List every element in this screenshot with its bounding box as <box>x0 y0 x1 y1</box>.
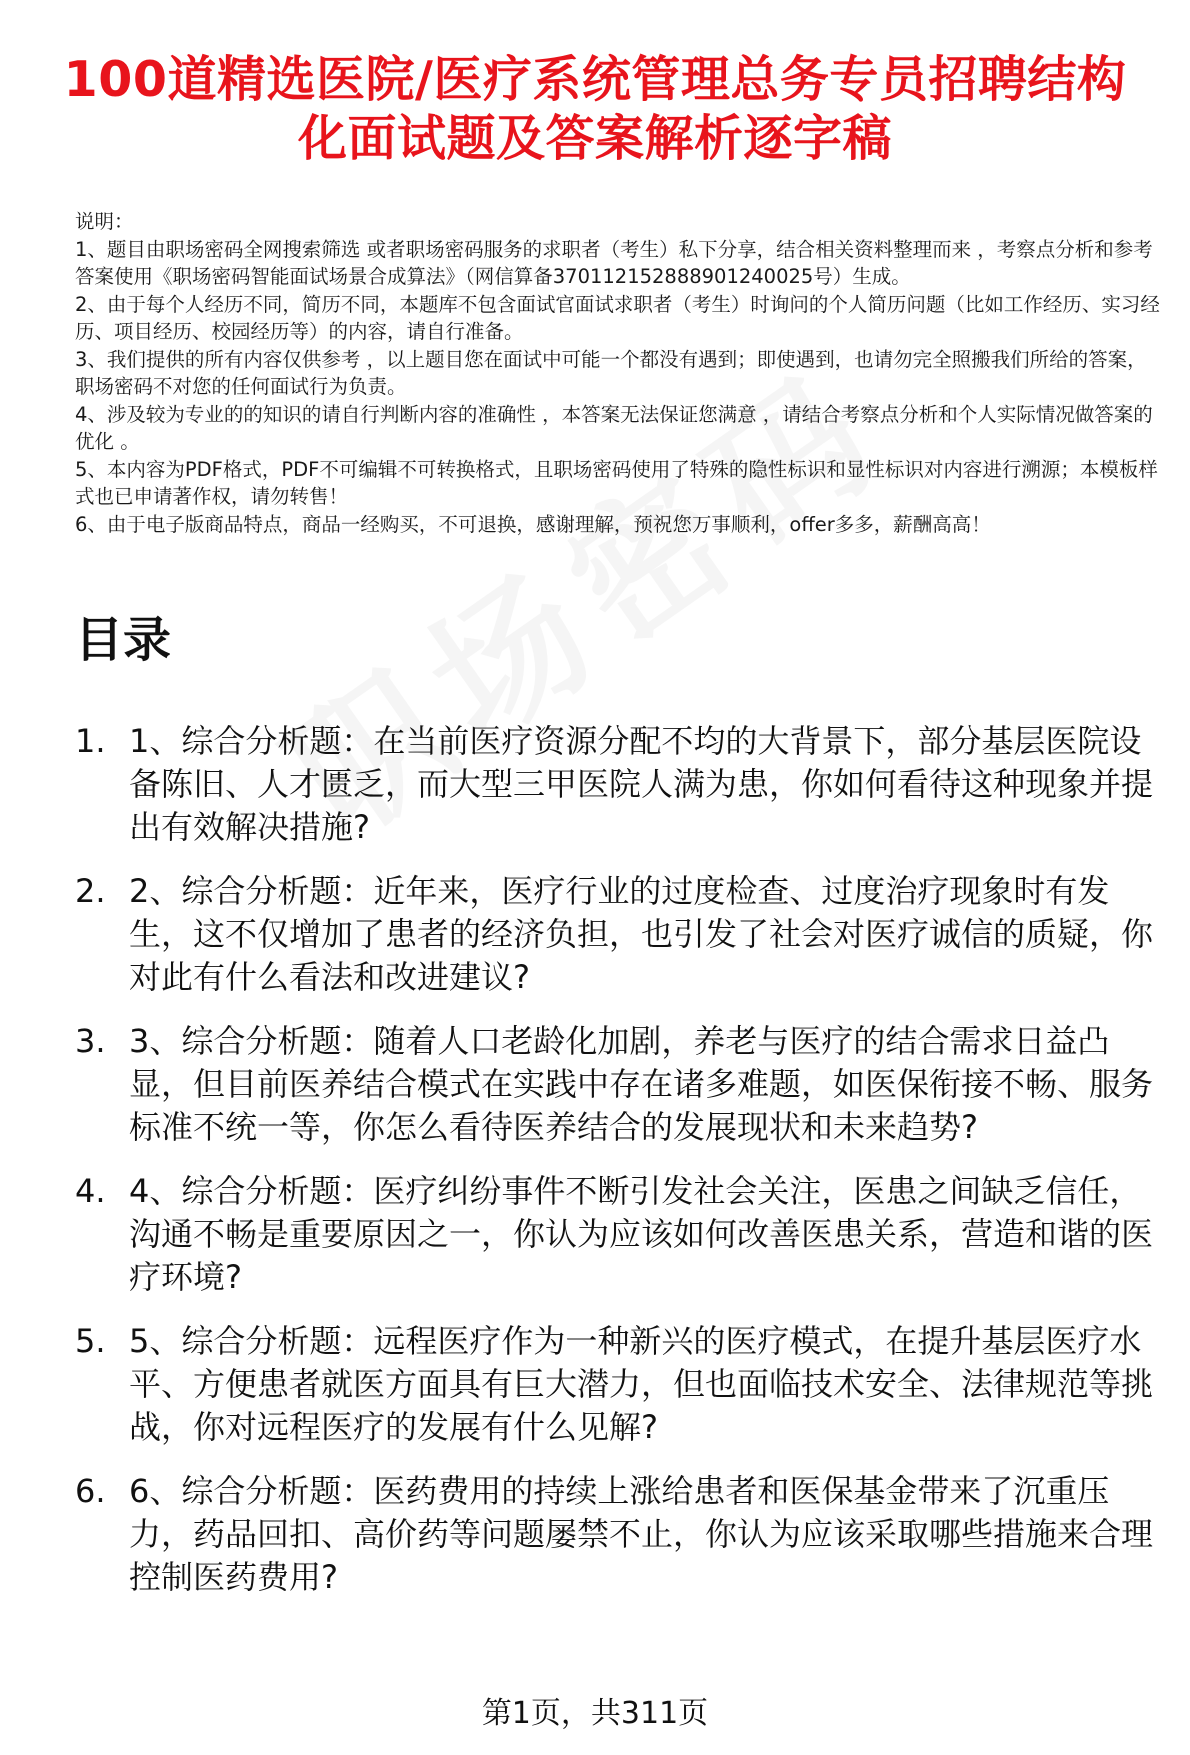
toc-item-text[interactable]: 6、综合分析题：医药费用的持续上涨给患者和医保基金带来了沉重压力，药品回扣、高价药等问题屡禁不止，你认为应该采取哪些措施来合理控制医药费用? <box>129 1472 1154 1596</box>
toc-item[interactable] <box>75 1170 1165 1299</box>
toc-item-number: 4. <box>75 1172 106 1210</box>
toc-item-text[interactable]: 3、综合分析题：随着人口老龄化加剧，养老与医疗的结合需求日益凸显，但目前医养结合模式在实践中存在诸多难题，如医保衔接不畅、服务标准不统一等，你怎么看待医养结合的发展现状和未来趋势? <box>129 1022 1154 1146</box>
note-item: 6、由于电子版商品特点，商品一经购买，不可退换，感谢理解，预祝您万事顺利，offer多多，薪酬高高！ <box>75 512 991 536</box>
toc-item-number: 3. <box>75 1022 106 1060</box>
notes-heading: 说明： <box>75 210 134 233</box>
note-item: 5、本内容为PDF格式，PDF不可编辑不可转换格式，且职场密码使用了特殊的隐性标识和显性标识对内容进行溯源；本模板样式也已申请著作权，请勿转售！ <box>75 457 1158 508</box>
toc-item[interactable] <box>75 870 1165 999</box>
toc-item[interactable] <box>75 1320 1165 1449</box>
note-item: 4、涉及较为专业的的知识的请自行判断内容的准确性 ，本答案无法保证您满意 ，请结合考察点分析和个人实际情况做答案的优化 。 <box>75 402 1153 453</box>
toc-item-text[interactable]: 5、综合分析题：远程医疗作为一种新兴的医疗模式，在提升基层医疗水平、方便患者就医方面具有巨大潜力，但也面临技术安全、法律规范等挑战，你对远程医疗的发展有什么见解? <box>129 1322 1154 1446</box>
note-item: 2、由于每个人经历不同，简历不同，本题库不包含面试官面试求职者（考生）时询问的个人简历问题（比如工作经历、实习经历、项目经历、校园经历等）的内容，请自行准备。 <box>75 292 1160 343</box>
notes-section <box>75 208 1165 538</box>
toc-item-text[interactable]: 4、综合分析题：医疗纠纷事件不断引发社会关注，医患之间缺乏信任，沟通不畅是重要原因之一，你认为应该如何改善医患关系，营造和谐的医疗环境? <box>129 1172 1154 1296</box>
toc-item[interactable] <box>75 1470 1165 1599</box>
note-item: 3、我们提供的所有内容仅供参考 ，以上题目您在面试中可能一个都没有遇到；即使遇到，也请勿完全照搬我们所给的答案，职场密码不对您的任何面试行为负责。 <box>75 347 1147 398</box>
toc-item-number: 2. <box>75 872 106 910</box>
toc-item[interactable] <box>75 1020 1165 1149</box>
toc-item-number: 1. <box>75 722 106 760</box>
note-item: 1、题目由职场密码全网搜索筛选 或者职场密码服务的求职者（考生）私下分享，结合相关资料整理而来 ，考察点分析和参考答案使用《职场密码智能面试场景合成算法》（网信算备370112152888901240025号）生成。 <box>75 237 1153 288</box>
toc-item-number: 5. <box>75 1322 106 1360</box>
document-title: 100道精选医院/医疗系统管理总务专员招聘结构化面试题及答案解析逐字稿 <box>63 51 1127 167</box>
toc-item-text[interactable]: 2、综合分析题：近年来，医疗行业的过度检查、过度治疗现象时有发生，这不仅增加了患者的经济负担，也引发了社会对医疗诚信的质疑，你对此有什么看法和改进建议? <box>129 872 1154 996</box>
page-footer: 第1页，共311页 <box>481 1696 709 1731</box>
toc-item[interactable] <box>75 720 1165 849</box>
toc-list <box>75 720 1165 1620</box>
toc-heading: 目录 <box>75 612 172 668</box>
toc-item-text[interactable]: 1、综合分析题：在当前医疗资源分配不均的大背景下，部分基层医院设备陈旧、人才匮乏，而大型三甲医院人满为患，你如何看待这种现象并提出有效解决措施? <box>129 722 1154 846</box>
toc-item-number: 6. <box>75 1472 106 1510</box>
